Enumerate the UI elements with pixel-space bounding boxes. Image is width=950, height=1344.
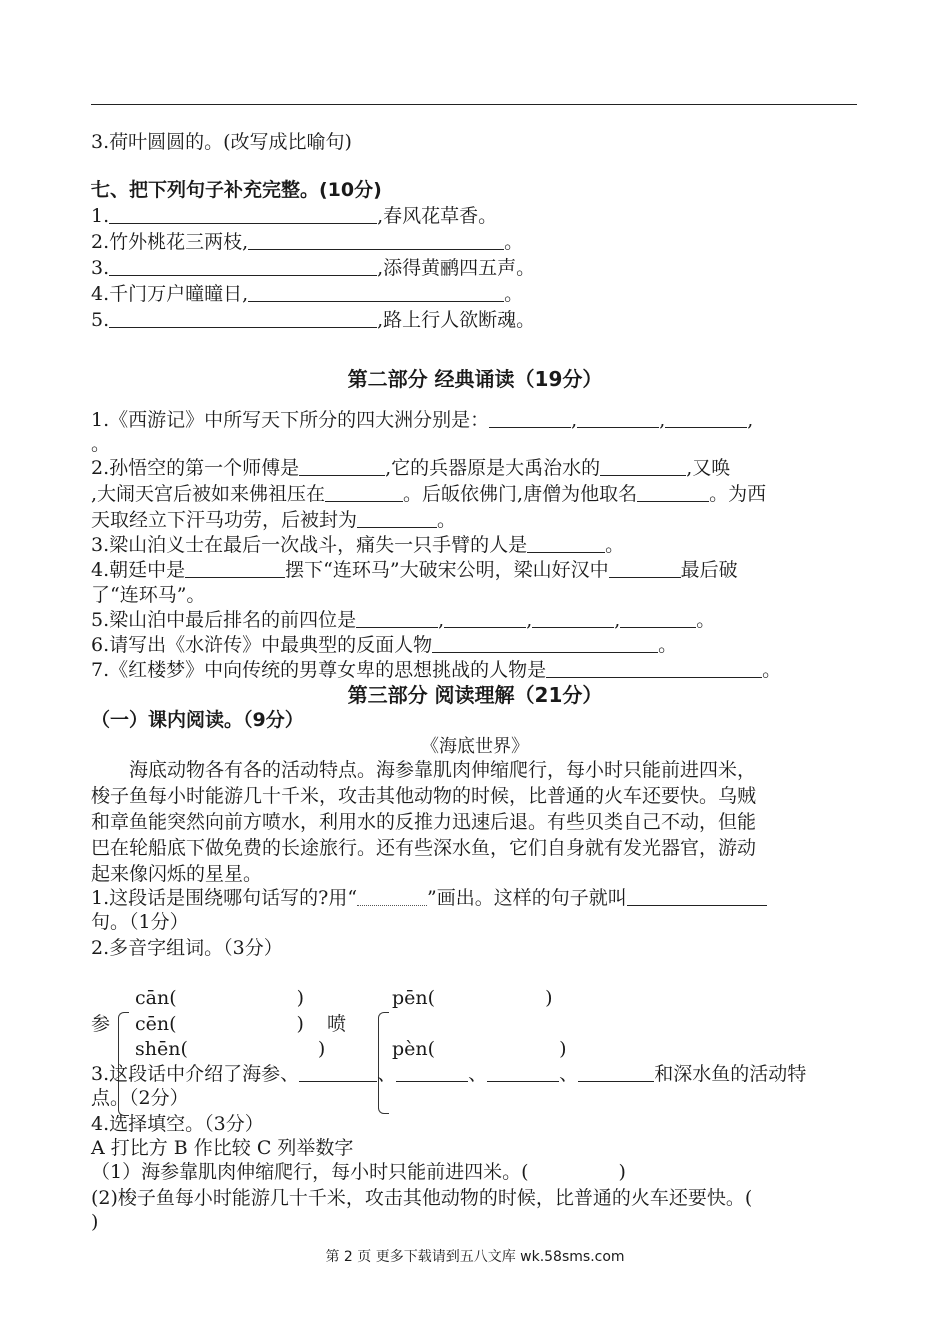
pinyin-pen1: pēn( ) [392,987,553,1009]
part2-q6: 6.请写出《水浒传》中最典型的反面人物 。 [91,634,678,656]
section7-item1: 1. ,春风花草香。 [91,205,498,227]
char-pen: 喷 [327,1013,347,1035]
part2-q2-line3: 天取经立下汗马功劳，后被封为 。 [91,509,457,531]
passage-line: 起来像闪烁的星星。 [91,863,263,885]
part3-sub1: （一）课内阅读。（9分） [91,709,304,731]
part3-q3-line2: 点。（2分） [91,1087,189,1109]
part2-q2-line2: ,大闹天宫后被如来佛祖压在 。后皈依佛门,唐僧为他取名 。为西 [91,483,767,505]
part2-q1-end: 。 [91,433,111,455]
pinyin-shen: shēn( ) [135,1038,326,1060]
part2-q4-line1: 4.朝廷中是 摆下“连环马”大破宋公明，梁山好汉中 最后破 [91,559,738,581]
pinyin-cen: cēn( ) [135,1013,304,1035]
part3-q4-2-end: ) [91,1211,99,1233]
part3-q4-2: (2)梭子鱼每小时能游几十千米，攻击其他动物的时候，比普通的火车还要快。( [91,1187,753,1209]
part2-title: 第二部分 经典诵读（19分） [347,367,603,391]
part2-q5: 5.梁山泊中最后排名的前四位是 , , , 。 [91,609,716,631]
passage-line: 和章鱼能突然向前方喷水，利用水的反推力迅速后退。有些贝类自己不动，但能 [91,811,757,833]
section7-item4: 4.千门万户曈曈日, 。 [91,283,524,305]
pinyin-pen4: pèn( ) [392,1038,567,1060]
passage-line: 巴在轮船底下做免费的长途旅行。还有些深水鱼，它们自身就有发光器官，游动 [91,837,757,859]
part3-q1-line1: 1.这段话是围绕哪句话写的?用“ ”画出。这样的句子就叫 [91,886,767,910]
part3-q4: 4.选择填空。（3分） [91,1113,264,1135]
section7-item3: 3. ,添得黄鹂四五声。 [91,257,536,279]
passage-line: 梭子鱼每小时能游几十千米，攻击其他动物的时候，比普通的火车还要快。乌贼 [91,785,757,807]
section7-item5: 5. ,路上行人欲断魂。 [91,309,536,331]
part2-q2-line1: 2.孙悟空的第一个师傅是 ,它的兵器原是大禹治水的 ,又唤 [91,457,731,479]
section7-item2: 2.竹外桃花三两枝, 。 [91,231,524,253]
part2-q4-line2: 了“连环马”。 [91,584,206,606]
part2-q7: 7.《红楼梦》中向传统的男尊女卑的思想挑战的人物是 。 [91,659,782,681]
page-footer: 第 2 页 更多下载请到五八文库 wk.58sms.com [325,1249,625,1265]
pinyin-can: cān( ) [135,987,305,1009]
char-can: 参 [91,1013,111,1035]
part3-q3-line1: 3.这段话中介绍了海参、 、 、 、 和深水鱼的活动特 [91,1063,807,1085]
q6-item3: 3.荷叶圆圆的。(改写成比喻句) [91,131,352,153]
part3-q2: 2.多音字组词。（3分） [91,937,283,959]
passage-title: 《海底世界》 [421,736,529,757]
small-mark: _ [91,163,101,185]
passage-line: 海底动物各有各的活动特点。海参靠肌肉伸缩爬行，每小时只能前进四米， [129,759,757,781]
part3-title: 第三部分 阅读理解（21分） [347,683,603,707]
part3-q1-line2: 句。（1分） [91,911,189,933]
top-rule [91,104,857,105]
part3-options: A 打比方 B 作比较 C 列举数字 [91,1137,354,1159]
part2-q3: 3.梁山泊义士在最后一次战斗，痛失一只手臂的人是 。 [91,534,625,556]
part2-q1: 1.《西游记》中所写天下所分的四大洲分别是： , , , [91,409,754,431]
part3-q4-1: （1）海参靠肌肉伸缩爬行，每小时只能前进四米。( ) [91,1161,626,1183]
section7-title: 七、把下列句子补充完整。(10分) [91,179,382,201]
